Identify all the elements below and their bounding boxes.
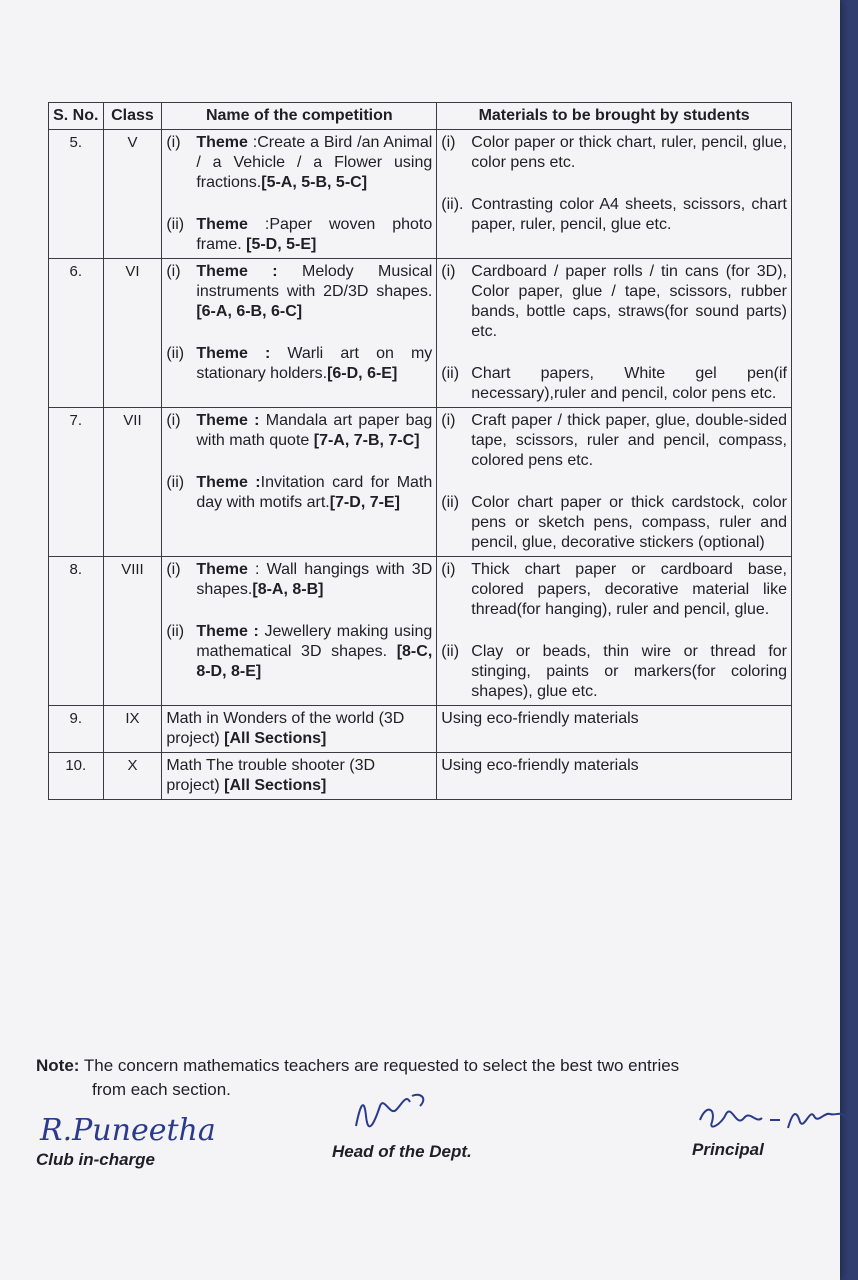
theme-sections: [8-C, 8-D, 8-E] xyxy=(196,643,433,680)
row-competitions xyxy=(162,130,437,259)
competition-item xyxy=(166,473,432,513)
club-incharge-label: Club in-charge xyxy=(36,1150,156,1169)
row-sno: 10. xyxy=(49,753,104,800)
row-materials: Using eco-friendly materials xyxy=(437,706,792,753)
theme-text: :Create a Bird /an Animal / a Vehicle / a Flower using fractions. xyxy=(196,134,433,191)
theme-sections: [5-D, 5-E] xyxy=(246,236,317,253)
table-row xyxy=(49,706,792,753)
materials-number: (i) xyxy=(441,412,456,429)
competition-text: Math The trouble shooter (3D project) xyxy=(166,757,376,794)
materials-number: (ii). xyxy=(441,196,464,213)
row-sno: 9. xyxy=(49,706,104,753)
materials-text: Color chart paper or thick cardstock, color pens or sketch pens, compass, ruler and pencil, glue, decorative stickers (optional) xyxy=(471,494,787,551)
materials-text: Cardboard / paper rolls / tin cans (for 3D), Color paper, glue / tape, scissors, rubber bands, bottle caps, straws(for sound parts) etc. xyxy=(471,263,787,340)
table-row xyxy=(49,753,792,800)
item-text xyxy=(196,560,432,600)
item-text xyxy=(196,622,432,682)
theme-text: Warli art on my stationary holders. xyxy=(196,345,433,382)
competition-item xyxy=(166,133,432,193)
theme-sections: [8-A, 8-B] xyxy=(252,581,324,598)
item-text xyxy=(196,411,432,451)
row-materials xyxy=(437,259,792,408)
materials-text: Craft paper / thick paper, glue, double-sided tape, scissors, ruler and pencil, compass, colored pens etc. xyxy=(471,412,787,469)
item-text xyxy=(196,262,432,322)
row-class: X xyxy=(103,753,162,800)
row-competitions xyxy=(162,557,437,706)
materials-text: Chart papers, White gel pen(if necessary),ruler and pencil, color pens etc. xyxy=(471,365,787,402)
materials-number: (ii) xyxy=(441,365,460,382)
header-name: Name of the competition xyxy=(162,103,437,130)
materials-item xyxy=(441,411,787,471)
theme-sections: [7-D, 7-E] xyxy=(329,494,400,511)
row-materials xyxy=(437,408,792,557)
theme-label: Theme xyxy=(196,134,248,151)
table-row xyxy=(49,557,792,706)
item-number: (i) xyxy=(166,561,181,578)
materials-text: Thick chart paper or cardboard base, colored papers, decorative material like thread(for hanging), ruler and pencil, glue. xyxy=(471,561,787,618)
note-label: Note: xyxy=(36,1056,80,1075)
materials-item xyxy=(441,493,787,553)
theme-text: Jewellery making using mathematical 3D shapes. xyxy=(196,623,433,660)
table-row xyxy=(49,130,792,259)
item-number: (ii) xyxy=(166,623,185,640)
theme-text: :Paper woven photo frame. xyxy=(196,216,433,253)
materials-number: (i) xyxy=(441,263,456,280)
materials-text: Contrasting color A4 sheets, scissors, chart paper, ruler, pencil, glue etc. xyxy=(471,196,787,233)
theme-label: Theme : xyxy=(196,474,261,491)
competition-item xyxy=(166,622,432,682)
theme-sections: [6-A, 6-B, 6-C] xyxy=(196,303,303,320)
competition-item xyxy=(166,262,432,322)
materials-item xyxy=(441,560,787,620)
item-number: (ii) xyxy=(166,474,185,491)
theme-text: Mandala art paper bag with math quote xyxy=(196,412,433,449)
item-text xyxy=(196,344,432,384)
materials-number: (ii) xyxy=(441,494,460,511)
row-sno: 7. xyxy=(49,408,104,557)
materials-item xyxy=(441,364,787,404)
row-class: VII xyxy=(103,408,162,557)
club-signature-text: R.Puneetha xyxy=(40,1113,216,1148)
theme-sections: [5-A, 5-B, 5-C] xyxy=(261,174,368,191)
competition-item xyxy=(166,560,432,600)
table-row xyxy=(49,259,792,408)
row-materials: Using eco-friendly materials xyxy=(437,753,792,800)
row-competitions xyxy=(162,408,437,557)
head-of-dept-label: Head of the Dept. xyxy=(332,1142,472,1161)
theme-sections: [6-D, 6-E] xyxy=(327,365,398,382)
competition-sections: [All Sections] xyxy=(224,777,327,794)
materials-text: Clay or beads, thin wire or thread for stinging, paints or markers(for coloring shapes), glue etc. xyxy=(471,643,787,700)
item-text xyxy=(196,473,432,513)
principal-label: Principal xyxy=(692,1140,764,1159)
theme-text: Invitation card for Math day with motifs art. xyxy=(196,474,433,511)
item-text xyxy=(196,215,432,255)
competition-table xyxy=(48,102,792,800)
materials-number: (i) xyxy=(441,134,456,151)
materials-number: (ii) xyxy=(441,643,460,660)
competition-item xyxy=(166,344,432,384)
row-sno: 5. xyxy=(49,130,104,259)
header-class: Class xyxy=(103,103,162,130)
row-competitions xyxy=(162,259,437,408)
theme-label: Theme : xyxy=(196,263,278,280)
note-text-line1: The concern mathematics teachers are requested to select the best two entries xyxy=(79,1056,680,1075)
materials-item xyxy=(441,262,787,342)
row-sno: 6. xyxy=(49,259,104,408)
row-sno: 8. xyxy=(49,557,104,706)
theme-text: Melody Musical instruments with 2D/3D shapes. xyxy=(196,263,433,300)
row-materials xyxy=(437,130,792,259)
row-class: VI xyxy=(103,259,162,408)
row-class: VIII xyxy=(103,557,162,706)
club-incharge-signature xyxy=(40,1106,220,1156)
row-materials xyxy=(437,557,792,706)
materials-item xyxy=(441,642,787,702)
materials-text: Color paper or thick chart, ruler, pencil, glue, color pens etc. xyxy=(471,134,787,171)
theme-sections: [7-A, 7-B, 7-C] xyxy=(313,432,420,449)
competition-item xyxy=(166,215,432,255)
item-text xyxy=(196,133,432,193)
note-text-line2: from each section. xyxy=(92,1080,231,1099)
item-number: (i) xyxy=(166,134,181,151)
competition-sections: [All Sections] xyxy=(224,730,327,747)
item-number: (ii) xyxy=(166,216,185,233)
item-number: (i) xyxy=(166,412,181,429)
principal-signature xyxy=(696,1094,856,1144)
materials-item xyxy=(441,133,787,173)
row-competition xyxy=(162,706,437,753)
item-number: (ii) xyxy=(166,345,185,362)
theme-label: Theme : xyxy=(196,412,260,429)
item-number: (i) xyxy=(166,263,181,280)
materials-number: (i) xyxy=(441,561,456,578)
hod-signature xyxy=(350,1086,440,1136)
header-materials: Materials to be brought by students xyxy=(437,103,792,130)
row-competition xyxy=(162,753,437,800)
header-sno: S. No. xyxy=(49,103,104,130)
materials-item xyxy=(441,195,787,235)
theme-label: Theme xyxy=(196,561,248,578)
competition-item xyxy=(166,411,432,451)
table-row xyxy=(49,408,792,557)
competition-text: Math in Wonders of the world (3D project) xyxy=(166,710,405,747)
row-class: IX xyxy=(103,706,162,753)
row-class: V xyxy=(103,130,162,259)
theme-label: Theme xyxy=(196,216,248,233)
table-header-row xyxy=(49,103,792,130)
theme-text: : Wall hangings with 3D shapes. xyxy=(196,561,433,598)
theme-label: Theme : xyxy=(196,623,259,640)
theme-label: Theme : xyxy=(196,345,271,362)
